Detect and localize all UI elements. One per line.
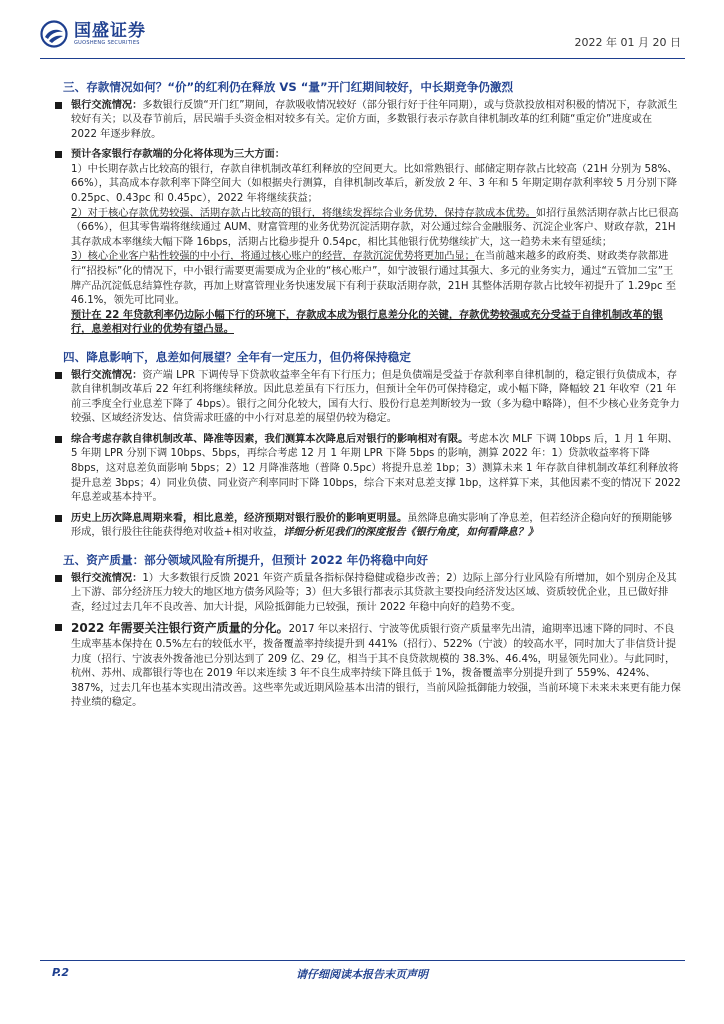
point-2 (71, 207, 681, 251)
para-lead: 历史上历次降息周期来看，相比息差，经济预期对银行股价的影响更明显。 (71, 512, 408, 524)
point-2-lead: 2）对于核心存款优势较强、活期存款占比较高的银行，将继续发挥综合业务优势，保持存款成本优势。 (71, 207, 536, 219)
bullet-icon (55, 624, 62, 631)
s4-bank-feedback (55, 369, 681, 427)
page-header (40, 18, 685, 58)
section-3-heading: 三、存款情况如何？“价”的红利仍在释放 VS “量”开门红期间较好，中长期竞争仍激烈 (63, 80, 514, 94)
report-date: 2022 年 01 月 20 日 (574, 36, 681, 49)
section-5-heading: 五、资产质量：部分领域风险有所提升，但预计 2022 年仍将稳中向好 (63, 553, 428, 568)
report-body (55, 80, 681, 717)
para-text: 多数银行反馈“开门红”期间，存款吸收情况较好（部分银行好于往年同期），或与贷款投放相对积极的情况下，存款派生较好有关；以及春节前后，居民端手头资金相对较多有关。定价方面，多数银行表示存款自律机制改革的红利随“重定价”进度或在 2022 年逐步释放。 (71, 99, 678, 140)
section-4-heading: 四、降息影响下，息差如何展望？全年有一定压力，但仍将保持稳定 (63, 350, 411, 364)
para-lead: 银行交流情况： (71, 99, 143, 111)
para-text: 虽然降息确实影响了净息差，但若经济企稳向好的预期能够形成，银行股往往能获得绝对收益+相对收益， (71, 512, 673, 539)
para-lead: 2022 年需要关注银行资产质量的分化。 (71, 621, 289, 636)
page-number: P.2 (52, 966, 70, 979)
para-lead: 银行交流情况： (71, 572, 143, 584)
s5-bank-feedback (55, 572, 681, 616)
brand-name: 国盛证券 (74, 20, 146, 41)
para-text: 2017 年以来招行、宁波等优质银行资产质量率先出清，逾期率迅速下降的同时、不良生成率基本保持在 0.5%左右的较低水平，拨备覆盖率持续提升到 441%（招行）、522%（宁波）的较高水平，同时加大了非信贷计提力度（招行、宁波表外拨备池已分别达到了 209 亿、29 亿，相当于其不良贷款规模的 38.3%、46.4%，明显领先同业）。与此同时，杭州、苏州、成都银行等也在 2019 年以来连续 3 年不良生成率持续下降且低于 1%，拨备覆盖率分别提升到了 559%、424%、387%，过去几年也基本实现出清改善。这些率先或近期风险基本出清的银行，当前风险抵御能力较强，当前环境下未来未来更有能力保持业绩的稳定。 (71, 624, 681, 709)
point-2-text: 如招行虽然活期存款占比已很高（66%），但其零售端将继续通过 AUM、财富管理的业务优势沉淀活期存款，对公通过综合金融服务、沉淀企业客户、财政存款，21H 其存款成本率继续大幅下降 16bps，活期占比稳步提升 0.54pc，相比其他银行优势继续扩大，这一趋势未来有望延续； (71, 207, 679, 248)
s5-asset-quality-divergence (55, 621, 681, 711)
para-lead: 预计各家银行存款端的分化将体现为三大方面： (71, 149, 285, 161)
bullet-icon (55, 575, 62, 582)
brand-logo-icon (40, 20, 68, 48)
s4-rate-cut-impact (55, 433, 681, 506)
bullet-icon (55, 436, 62, 443)
footer-disclaimer: 请仔细阅读本报告末页声明 (296, 968, 428, 981)
brand-name-en: GUOSHENG SECURITIES (74, 39, 140, 46)
bullet-icon (55, 102, 62, 109)
point-3 (71, 250, 681, 308)
s3-deposit-differentiation (55, 148, 681, 338)
bullet-icon (55, 151, 62, 158)
point-3-text: 在当前越来越多的政府类、财政类存款都进行“招投标”化的情况下，中小银行需要更需要成为企业的“核心账户”，如宁波银行通过其强大、多元的业务实力，通过“五管加二宝”王牌产品沉淀低息结算性存款，再加上财富管理业务快速发展下有利于获取活期存款，21H 其整体活期存款占比较年初提升了 1.29pc 至 46.1%，领先可比同业。 (71, 251, 677, 307)
bullet-icon (55, 372, 62, 379)
point-3-lead: 3）核心企业客户粘性较强的中小行，将通过核心账户的经营，存款沉淀优势将更加凸显； (71, 251, 475, 263)
s3-bank-feedback (55, 99, 681, 143)
footer-divider (40, 960, 685, 961)
conclusion: 预计在 22 年贷款利率仍边际小幅下行的环境下，存款成本成为银行息差分化的关键，存款优势较强或充分受益于自律机制改革的银行，息差相对行业的优势有望凸显。 (71, 309, 663, 336)
para-lead: 综合考虑存款自律机制改革、降准等因素，我们测算本次降息后对银行的影响相对有限。 (71, 433, 469, 445)
para-text: 资产端 LPR 下调传导下贷款收益率全年有下行压力；但是负债端是受益于存款利率自律机制的，稳定银行负债成本，存款自律机制改革后 22 年红利将继续释放。因此息差虽有下行压力，但预计全年仍可保持稳定，或小幅下降，降幅较 21 年收窄（21 年前三季度全行业息差下降了 4bps）。银行之间分化较大，国有大行、股份行息差判断较为一致（多为稳中略降），但不少核心业务竞争力较强、区域经济发达、信贷需求旺盛的中小行对息差的展望仍较为稳定。 (71, 369, 680, 425)
brand-logo (40, 20, 146, 48)
report-reference: 详细分析见我们的深度报告《银行角度，如何看降息？》 (283, 527, 538, 539)
point-1: 1）中长期存款占比较高的银行，存款自律机制改革红利释放的空间更大。比如常熟银行、邮储定期存款占比较高（21H 分别为 58%、66%），其高成本存款利率下降空间大（如根据央行测算，自律机制改革后，新发放 2 年、3 年和 5 年期定期存款利率较 5 月分别下降 0.25pc、0.43pc 和 0.45pc），2022 年将继续获益； (71, 163, 678, 205)
header-divider (40, 58, 685, 59)
bullet-icon (55, 515, 62, 522)
s4-history (55, 512, 681, 541)
para-text: 1）大多数银行反馈 2021 年资产质量各指标保持稳健或稳步改善；2）边际上部分行业风险有所增加，如个别房企及其上下游、部分经济压力较大的地区地方债务风险等；3）但大多银行都表示其贷款主要投向经济发达区域、资质较优企业，且已做好排查，经过过去几年不良改善、加大计提，风险抵御能力已较强，预计 2022 年稳中向好的趋势不变。 (71, 572, 677, 613)
para-text: 考虑本次 MLF 下调 10bps 后，1 月 1 年期、5 年期 LPR 分别下调 10bps、5bps，再综合考虑 12 月 1 年期 LPR 下降 5bps 的影响，测算 2022 年：1）贷款收益率将下降 8bps，这对息差负面影响 5bps；2）12 月降准落地（普降 0.5pc）将提升息差 1bp；3）测算未来 1 年存款自律机制改革红利释放将提升息差 3bps；4）同业负债、同业资产利率同时下降 10bps，综合下来对息差支撑 1bp，这样算下来，其他因素不变的情况下 2022 年息差或基本持平。 (71, 433, 681, 504)
para-lead: 银行交流情况： (71, 369, 143, 381)
